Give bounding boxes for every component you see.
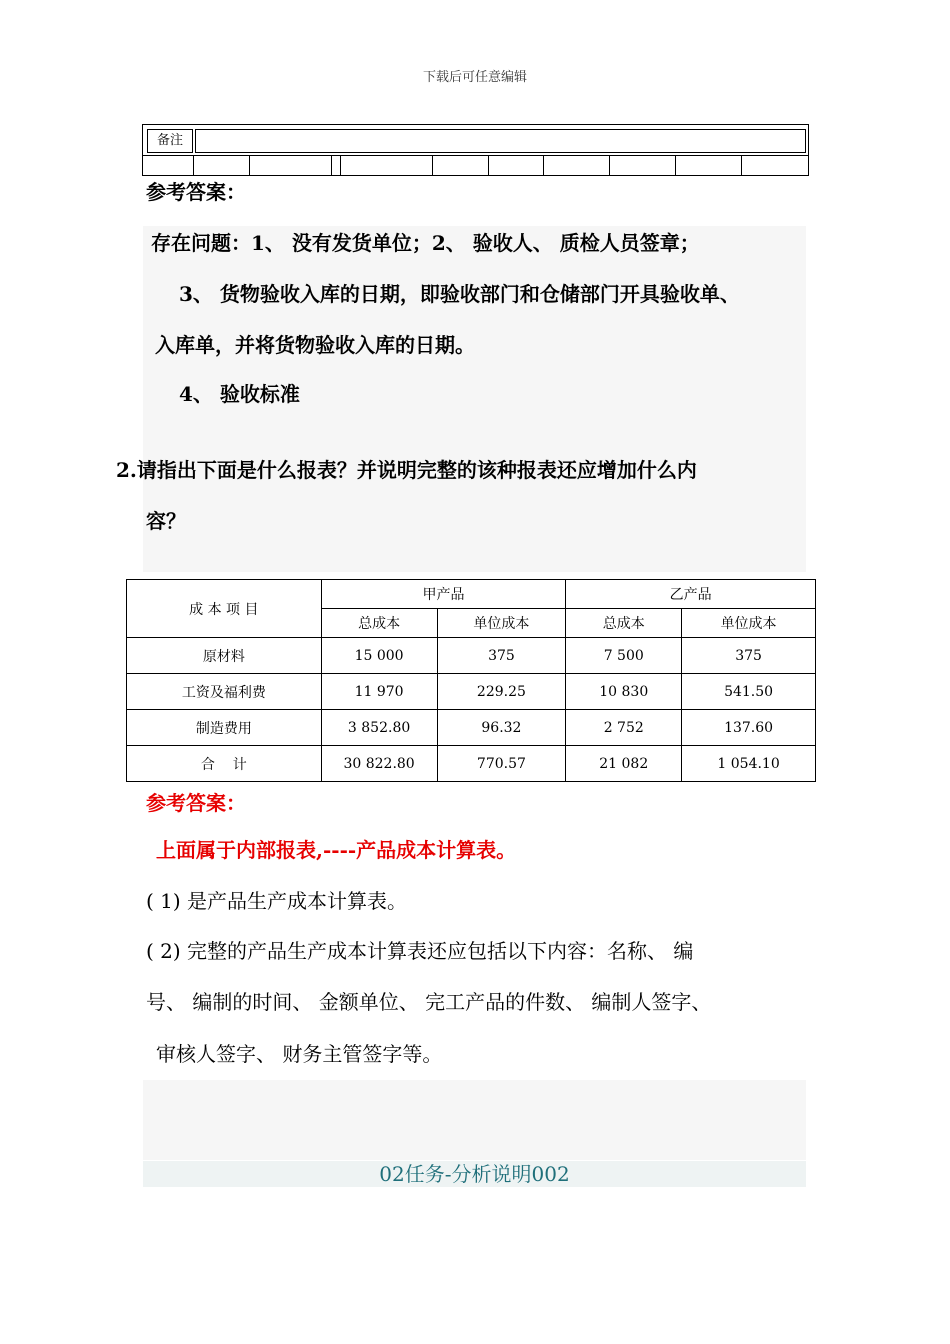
row-name: 原材料 bbox=[127, 638, 322, 674]
sub-header: 总成本 bbox=[566, 609, 682, 638]
answer2-line1: 上面属于内部报表,----产品成本计算表。 bbox=[156, 838, 517, 862]
table-divider bbox=[193, 155, 194, 175]
answer2-line4: 号、 编制的时间、 金额单位、 完工产品的件数、 编制人签字、 bbox=[146, 990, 712, 1014]
table-row bbox=[127, 638, 816, 674]
group-a-header: 甲产品 bbox=[321, 580, 566, 609]
remark-cell bbox=[195, 129, 806, 153]
table-cell: 2 752 bbox=[566, 710, 682, 746]
table-divider bbox=[675, 155, 676, 175]
table-cell: 96.32 bbox=[437, 710, 566, 746]
row-name: 合 计 bbox=[127, 746, 322, 782]
answer-title-2: 参考答案： bbox=[146, 791, 246, 815]
cost-table bbox=[126, 579, 816, 782]
table-cell: 375 bbox=[437, 638, 566, 674]
answer2-line2: ( 1) 是产品生产成本计算表。 bbox=[146, 889, 408, 913]
footer-title: 02任务-分析说明002 bbox=[143, 1161, 806, 1187]
page-header: 下载后可任意编辑 bbox=[422, 70, 527, 85]
table-divider bbox=[609, 155, 610, 175]
table-row bbox=[127, 746, 816, 782]
table-cell: 229.25 bbox=[437, 674, 566, 710]
remark-table bbox=[142, 124, 809, 176]
remark-row bbox=[143, 125, 808, 156]
sub-header: 总成本 bbox=[321, 609, 437, 638]
table-divider bbox=[432, 155, 433, 175]
table-divider bbox=[543, 155, 544, 175]
table-cell: 21 082 bbox=[566, 746, 682, 782]
table-cell: 1 054.10 bbox=[682, 746, 816, 782]
table-divider bbox=[331, 155, 332, 175]
table-cell: 15 000 bbox=[321, 638, 437, 674]
answer2-line5: 审核人签字、 财务主管签字等。 bbox=[156, 1042, 443, 1066]
table-cell: 10 830 bbox=[566, 674, 682, 710]
blank-shade bbox=[143, 1080, 806, 1160]
answer1-line1: 存在问题：1、 没有发货单位；2、 验收人、 质检人员签章； bbox=[151, 231, 700, 255]
table-row bbox=[127, 580, 816, 609]
group-b-header: 乙产品 bbox=[566, 580, 816, 609]
table-divider bbox=[741, 155, 742, 175]
question2-line1: 2.请指出下面是什么报表？并说明完整的该种报表还应增加什么内 bbox=[116, 458, 697, 482]
answer2-line3: ( 2) 完整的产品生产成本计算表还应包括以下内容：名称、 编 bbox=[146, 939, 694, 963]
item-header: 成 本 项 目 bbox=[127, 580, 322, 638]
answer1-line2: 3、 货物验收入库的日期，即验收部门和仓储部门开具验收单、 bbox=[179, 282, 740, 306]
table-cell: 375 bbox=[682, 638, 816, 674]
sub-header: 单位成本 bbox=[437, 609, 566, 638]
row-name: 工资及福利费 bbox=[127, 674, 322, 710]
answer1-line3: 入库单，并将货物验收入库的日期。 bbox=[155, 333, 475, 357]
table-divider bbox=[249, 155, 250, 175]
row-name: 制造费用 bbox=[127, 710, 322, 746]
table-divider bbox=[340, 155, 341, 175]
answer-title-1: 参考答案： bbox=[146, 180, 246, 204]
table-cell: 770.57 bbox=[437, 746, 566, 782]
table-row bbox=[127, 674, 816, 710]
question2-line2: 容？ bbox=[146, 509, 186, 533]
table-cell: 11 970 bbox=[321, 674, 437, 710]
remark-label: 备注 bbox=[147, 129, 193, 153]
table-cell: 30 822.80 bbox=[321, 746, 437, 782]
table-cell: 7 500 bbox=[566, 638, 682, 674]
table-cell: 137.60 bbox=[682, 710, 816, 746]
table-row bbox=[127, 710, 816, 746]
table-cell: 3 852.80 bbox=[321, 710, 437, 746]
table-cell: 541.50 bbox=[682, 674, 816, 710]
sub-header: 单位成本 bbox=[682, 609, 816, 638]
answer1-line4: 4、 验收标准 bbox=[179, 382, 300, 406]
table-divider bbox=[488, 155, 489, 175]
